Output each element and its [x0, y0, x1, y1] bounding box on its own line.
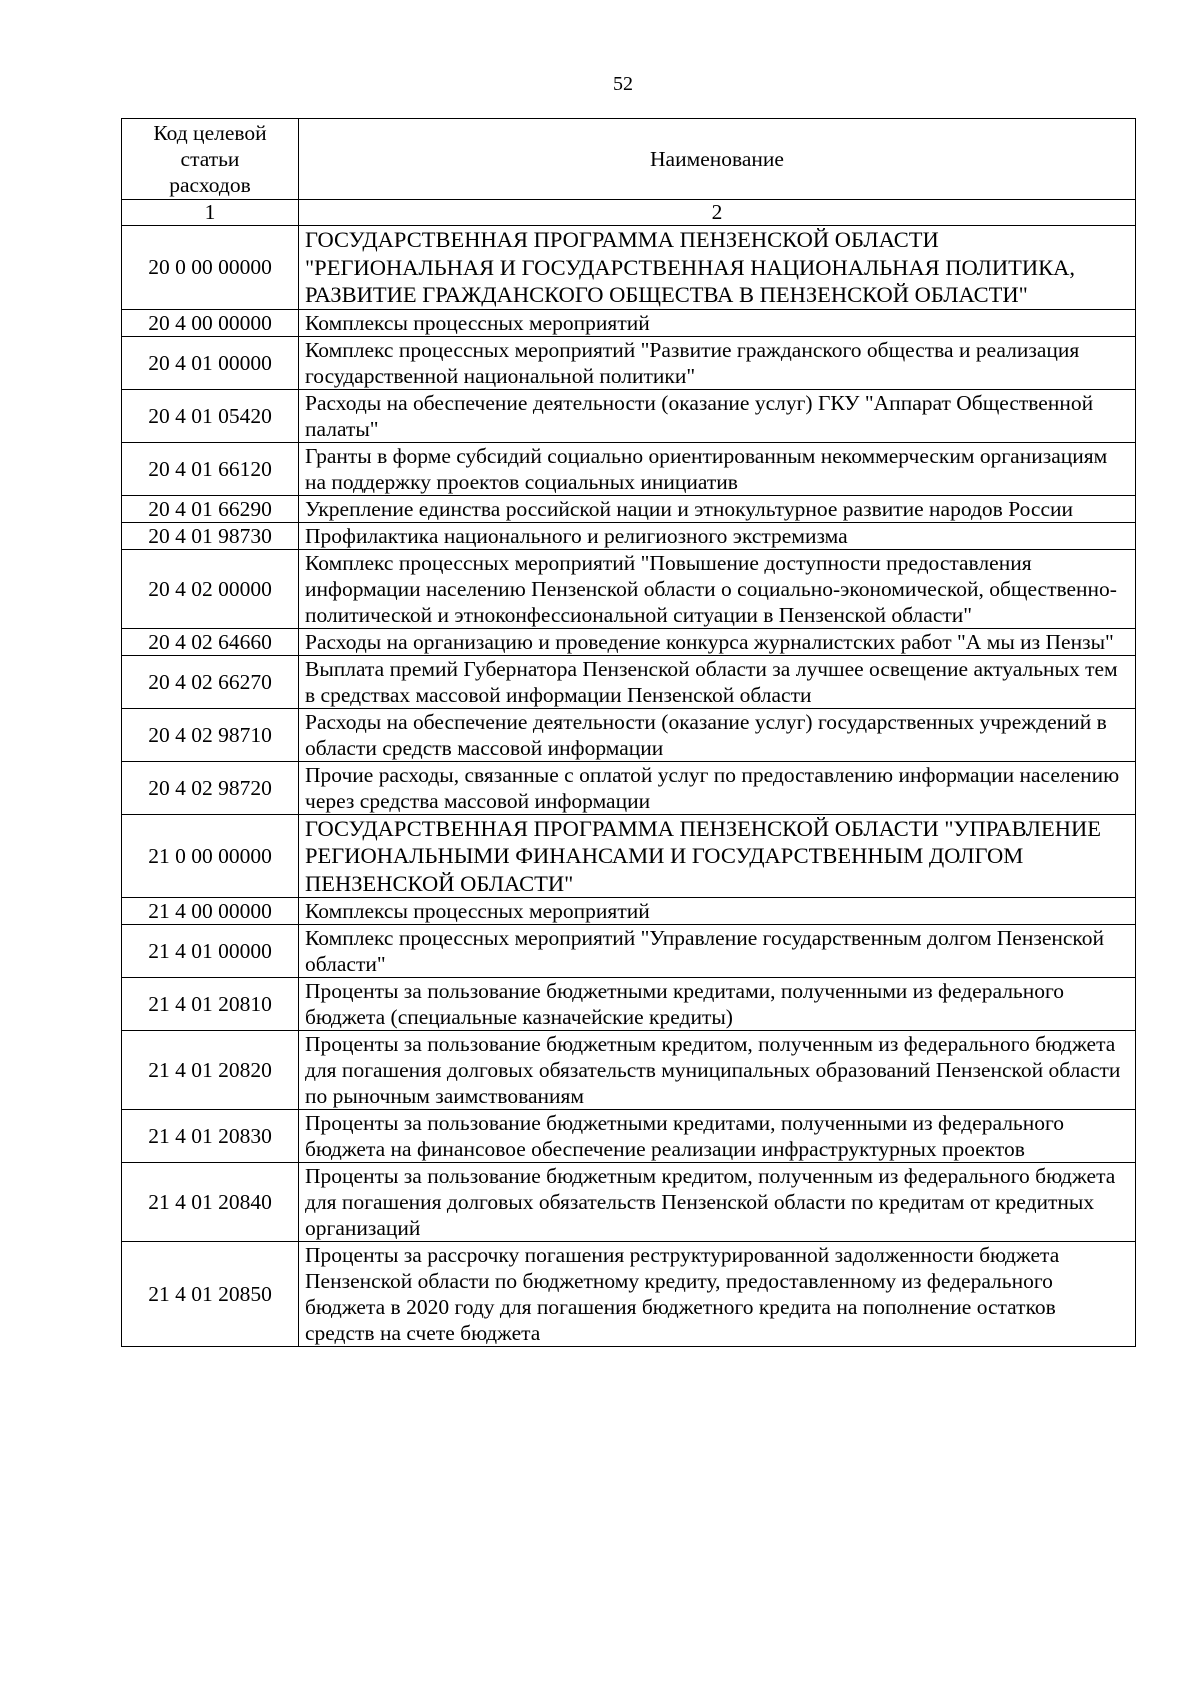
row-name: Проценты за пользование бюджетным кредитом, полученным из федерального бюджета для погашения долговых обязательств муниципальных образований Пензенской области по рыночным заимствованиям: [299, 1031, 1136, 1110]
row-code: 21 4 00 00000: [122, 898, 299, 925]
table-row: [122, 1110, 1136, 1163]
code-header-line: статьи: [180, 147, 240, 171]
table-header-row: [122, 119, 1136, 200]
code-header-line: Код целевой: [153, 121, 267, 145]
table-row: [122, 1242, 1136, 1347]
code-header-line: расходов: [169, 173, 251, 197]
row-code: 20 4 01 66290: [122, 495, 299, 522]
row-name: ГОСУДАРСТВЕННАЯ ПРОГРАММА ПЕНЗЕНСКОЙ ОБЛАСТИ "РЕГИОНАЛЬНАЯ И ГОСУДАРСТВЕННАЯ НАЦИОНАЛЬНАЯ ПОЛИТИКА, РАЗВИТИЕ ГРАЖДАНСКОГО ОБЩЕСТВА В ПЕНЗЕНСКОЙ ОБЛАСТИ": [299, 226, 1136, 310]
table-row: [122, 226, 1136, 310]
code-column-header: [122, 119, 299, 200]
row-name: Гранты в форме субсидий социально ориентированным некоммерческим организациям на поддержку проектов социальных инициатив: [299, 442, 1136, 495]
table-row: [122, 522, 1136, 549]
table-row: [122, 1163, 1136, 1242]
row-code: 20 4 02 98720: [122, 761, 299, 814]
row-code: 20 0 00 00000: [122, 226, 299, 310]
row-name: Профилактика национального и религиозного экстремизма: [299, 522, 1136, 549]
table-row: [122, 655, 1136, 708]
row-code: 21 4 01 00000: [122, 925, 299, 978]
row-name: Выплата премий Губернатора Пензенской области за лучшее освещение актуальных тем в средствах массовой информации Пензенской области: [299, 655, 1136, 708]
budget-classification-table: [121, 118, 1136, 1347]
row-name: Комплекс процессных мероприятий "Управление государственным долгом Пензенской области": [299, 925, 1136, 978]
row-code: 21 4 01 20820: [122, 1031, 299, 1110]
row-code: 20 4 02 66270: [122, 655, 299, 708]
table-row: [122, 495, 1136, 522]
row-code: 21 4 01 20840: [122, 1163, 299, 1242]
row-code: 20 4 01 98730: [122, 522, 299, 549]
row-name: Комплексы процессных мероприятий: [299, 898, 1136, 925]
table-row: [122, 814, 1136, 898]
row-code: 21 4 01 20850: [122, 1242, 299, 1347]
row-code: 20 4 02 98710: [122, 708, 299, 761]
table-row: [122, 442, 1136, 495]
row-name: Расходы на обеспечение деятельности (оказание услуг) государственных учреждений в области средств массовой информации: [299, 708, 1136, 761]
row-code: 20 4 02 64660: [122, 628, 299, 655]
row-code: 20 4 02 00000: [122, 549, 299, 628]
code-column-number: 1: [122, 200, 299, 226]
table-row: [122, 708, 1136, 761]
table-row: [122, 389, 1136, 442]
row-name: Комплекс процессных мероприятий "Развитие гражданского общества и реализация государственной национальной политики": [299, 336, 1136, 389]
row-code: 20 4 01 00000: [122, 336, 299, 389]
row-name: Проценты за пользование бюджетными кредитами, полученными из федерального бюджета (специальные казначейские кредиты): [299, 978, 1136, 1031]
table-row: [122, 549, 1136, 628]
table-row: [122, 978, 1136, 1031]
row-name: Проценты за пользование бюджетными кредитами, полученными из федерального бюджета на финансовое обеспечение реализации инфраструктурных проектов: [299, 1110, 1136, 1163]
row-code: 20 4 00 00000: [122, 309, 299, 336]
row-name: Укрепление единства российской нации и этнокультурное развитие народов России: [299, 495, 1136, 522]
page-number: 52: [613, 73, 633, 95]
table-row: [122, 898, 1136, 925]
row-code: 21 0 00 00000: [122, 814, 299, 898]
row-name: Комплексы процессных мероприятий: [299, 309, 1136, 336]
table-row: [122, 1031, 1136, 1110]
row-name: Проценты за пользование бюджетным кредитом, полученным из федерального бюджета для погашения долговых обязательств Пензенской области по кредитам от кредитных организаций: [299, 1163, 1136, 1242]
table-row: [122, 628, 1136, 655]
name-column-header: Наименование: [299, 119, 1136, 200]
row-code: 21 4 01 20830: [122, 1110, 299, 1163]
row-code: 21 4 01 20810: [122, 978, 299, 1031]
column-number-row: [122, 200, 1136, 226]
row-code: 20 4 01 05420: [122, 389, 299, 442]
row-name: Расходы на организацию и проведение конкурса журналистских работ "А мы из Пензы": [299, 628, 1136, 655]
table-row: [122, 761, 1136, 814]
row-name: Проценты за рассрочку погашения реструктурированной задолженности бюджета Пензенской области по бюджетному кредиту, предоставленному из федерального бюджета в 2020 году для погашения бюджетного кредита на пополнение остатков средств на счете бюджета: [299, 1242, 1136, 1347]
row-name: Расходы на обеспечение деятельности (оказание услуг) ГКУ "Аппарат Общественной палаты": [299, 389, 1136, 442]
name-column-number: 2: [299, 200, 1136, 226]
row-name: Прочие расходы, связанные с оплатой услуг по предоставлению информации населению через средства массовой информации: [299, 761, 1136, 814]
row-name: Комплекс процессных мероприятий "Повышение доступности предоставления информации населению Пензенской области о социально-экономической, общественно-политической и этноконфессиональной ситуации в Пензенской области": [299, 549, 1136, 628]
table-row: [122, 336, 1136, 389]
table-row: [122, 309, 1136, 336]
row-name: ГОСУДАРСТВЕННАЯ ПРОГРАММА ПЕНЗЕНСКОЙ ОБЛАСТИ "УПРАВЛЕНИЕ РЕГИОНАЛЬНЫМИ ФИНАНСАМИ И ГОСУДАРСТВЕННЫМ ДОЛГОМ ПЕНЗЕНСКОЙ ОБЛАСТИ": [299, 814, 1136, 898]
table-row: [122, 925, 1136, 978]
row-code: 20 4 01 66120: [122, 442, 299, 495]
